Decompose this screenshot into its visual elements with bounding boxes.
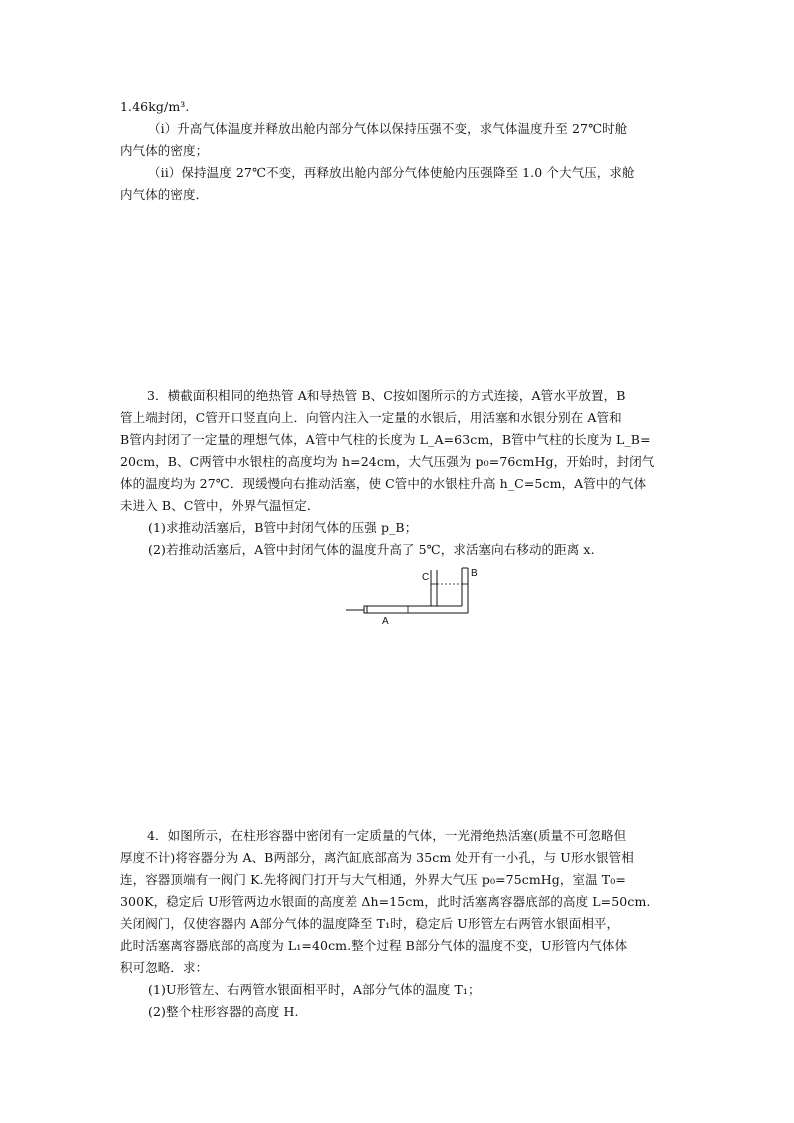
problem4-question2: (2)整个柱形容器的高度 H.: [148, 1004, 299, 1019]
problem3-line5: 体的温度均为 27℃．现缓慢向右推动活塞，使 C管中的水银柱升高 h_C=5cm，A管中的气体: [120, 476, 647, 491]
problem3-line1: 3．横截面积相同的绝热管 A和导热管 B、C按如图所示的方式连接，A管水平放置，B: [147, 388, 626, 403]
label-b: B: [471, 568, 478, 579]
problem2-density-line: 1.46kg/m³.: [120, 99, 190, 114]
problem2-part-ii-line2: 内气体的密度．: [120, 187, 209, 202]
problem4-line4: 300K，稳定后 U形管两边水银面的高度差 Δh=15cm，此时活塞离容器底部的高度 L=50cm.: [120, 894, 651, 909]
problem4-line3: 连，容器顶端有一阀门 K.先将阀门打开与大气相通，外界大气压 p₀=75cmHg，室温 T₀=: [120, 872, 626, 887]
problem4-line1: 4．如图所示，在柱形容器中密闭有一定质量的气体，一光滑绝热活塞(质量不可忽略但: [147, 828, 627, 843]
label-a: A: [382, 616, 389, 627]
tube-diagram: [340, 562, 480, 628]
problem4-line6: 此时活塞离容器底部的高度为 L₁=40cm.整个过程 B部分气体的温度不变，U形管内气体体: [120, 938, 628, 953]
label-c: C: [422, 572, 430, 583]
problem2-part-i-line1: （i）升高气体温度并释放出舱内部分气体以保持压强不变，求气体温度升至 27℃时舱: [148, 121, 628, 136]
problem4-question1: (1)U形管左、右两管水银面相平时，A部分气体的温度 T₁；: [148, 982, 481, 997]
problem3-question2: (2)若推动活塞后，A管中封闭气体的温度升高了 5℃，求活塞向右移动的距离 x.: [148, 542, 595, 557]
problem3-line3: B管内封闭了一定量的理想气体，A管中气柱的长度为 L_A=63cm，B管中气柱的长度为 L_B=: [120, 432, 651, 447]
problem2-part-ii-line1: （ii）保持温度 27℃不变，再释放出舱内部分气体使舱内压强降至 1.0 个大气压，求舱: [148, 165, 635, 180]
problem3-line6: 未进入 B、C管中，外界气温恒定．: [120, 498, 320, 513]
problem4-line2: 厚度不计)将容器分为 A、B两部分，离汽缸底部高为 35cm 处开有一小孔，与 U形水银管相: [120, 850, 634, 865]
problem4-line7: 积可忽略．求：: [120, 960, 209, 975]
problem3-question1: (1)求推动活塞后，B管中封闭气体的压强 p_B；: [148, 520, 418, 535]
piston: [364, 606, 367, 613]
problem3-line2: 管上端封闭，C管开口竖直向上．向管内注入一定量的水银后，用活塞和水银分别在 A管和: [120, 410, 622, 425]
problem2-part-i-line2: 内气体的密度；: [120, 143, 209, 158]
problem3-line4: 20cm，B、C两管中水银柱的高度均为 h=24cm，大气压强为 p₀=76cmHg，开始时，封闭气: [120, 454, 655, 469]
problem4-line5: 关闭阀门，仅使容器内 A部分气体的温度降至 T₁时，稳定后 U形管左右两管水银面相平，: [120, 916, 620, 931]
